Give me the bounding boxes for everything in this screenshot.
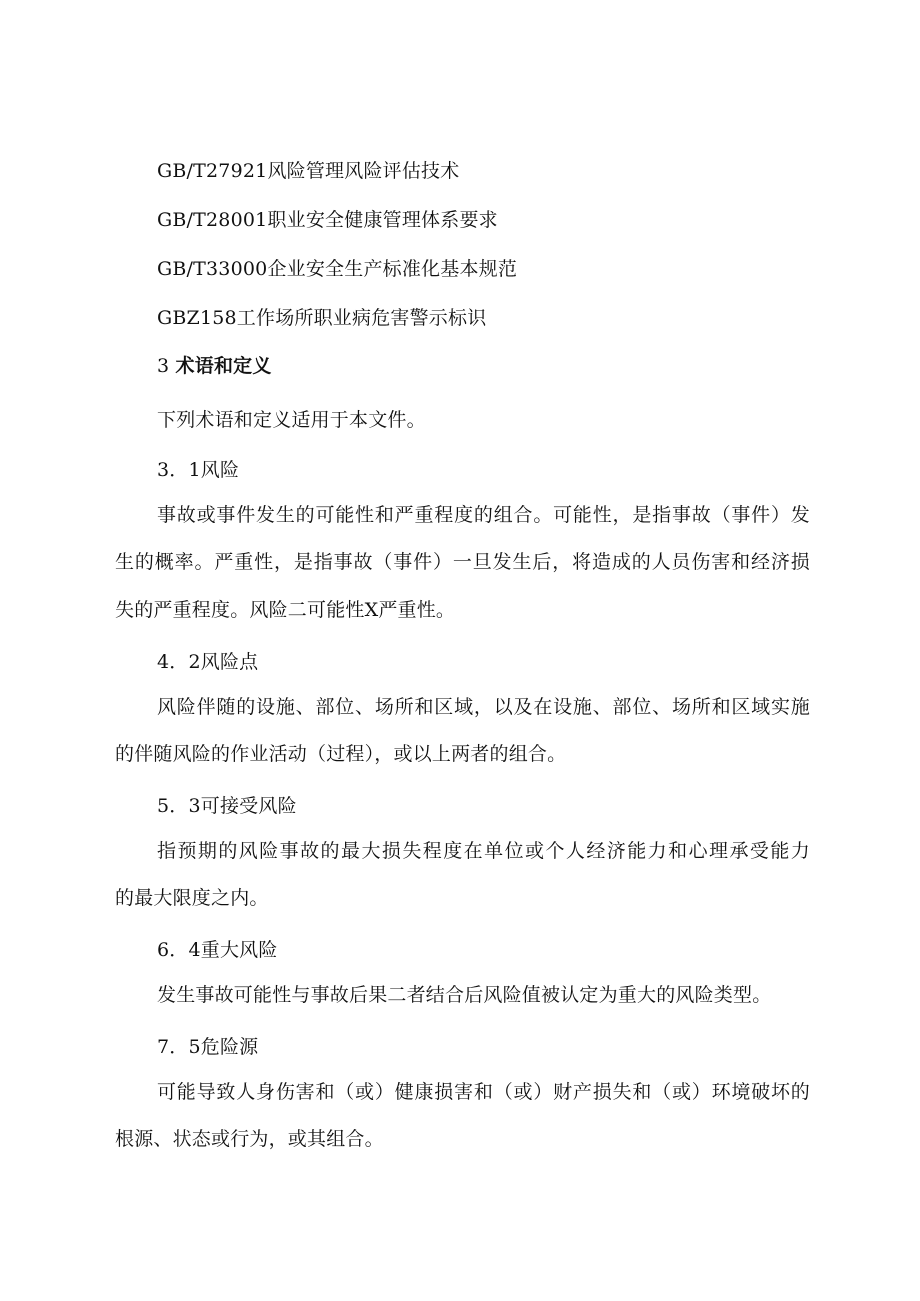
- reference-gbt27921: GB/T27921风险管理风险评估技术: [157, 160, 460, 182]
- term-body-line: 生的概率。严重性，是指事故（事件）一旦发生后，将造成的人员伤害和经济损: [115, 551, 810, 573]
- section-title: 术语和定义: [175, 355, 272, 377]
- term-heading-risk: 3．1风险: [157, 459, 240, 481]
- term-body-line: 可能导致人身伤害和（或）健康损害和（或）财产损失和（或）环境破坏的: [157, 1081, 810, 1103]
- term-body-line: 根源、状态或行为，或其组合。: [115, 1128, 384, 1150]
- term-body-line: 的伴随风险的作业活动（过程），或以上两者的组合。: [115, 743, 567, 765]
- term-body-line: 发生事故可能性与事故后果二者结合后风险值被认定为重大的风险类型。: [157, 984, 772, 1006]
- term-body-line: 指预期的风险事故的最大损失程度在单位或个人经济能力和心理承受能力: [157, 840, 810, 862]
- term-heading-risk-point: 4．2风险点: [157, 651, 259, 673]
- term-body-line: 事故或事件发生的可能性和严重程度的组合。可能性，是指事故（事件）发: [157, 504, 810, 526]
- reference-gbt28001: GB/T28001职业安全健康管理体系要求: [157, 209, 498, 231]
- section-number: 3: [157, 355, 170, 377]
- term-body-line: 的最大限度之内。: [115, 887, 269, 909]
- reference-gbz158: GBZ158工作场所职业病危害警示标识: [157, 307, 487, 329]
- term-body-line: 风险伴随的设施、部位、场所和区域，以及在设施、部位、场所和区域实施: [157, 696, 810, 718]
- reference-gbt33000: GB/T33000企业安全生产标准化基本规范: [157, 258, 518, 280]
- term-heading-major-risk: 6．4重大风险: [157, 939, 278, 961]
- section-heading: [157, 353, 272, 379]
- term-body-line: 失的严重程度。风险二可能性X严重性。: [115, 599, 456, 621]
- term-heading-acceptable-risk: 5．3可接受风险: [157, 795, 297, 817]
- term-heading-hazard-source: 7．5危险源: [157, 1036, 259, 1058]
- section-intro: 下列术语和定义适用于本文件。: [157, 409, 426, 431]
